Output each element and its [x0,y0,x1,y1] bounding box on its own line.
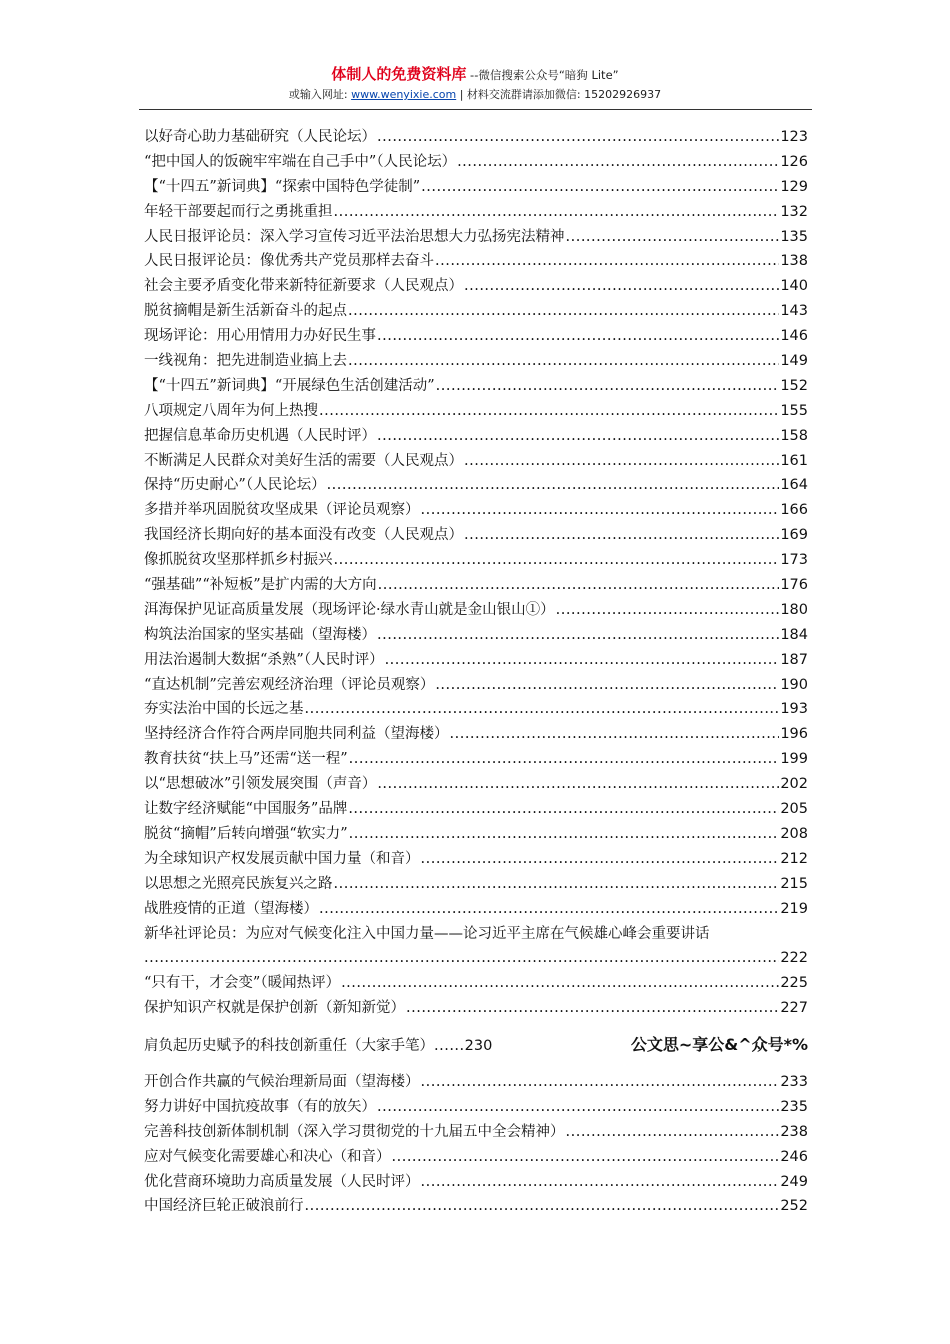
toc-entry[interactable] [144,374,808,399]
toc-entry-page: 222 [780,950,808,967]
toc-dot-leader [421,1170,780,1195]
toc-entry-page: 152 [780,377,808,394]
toc-entry-page: 166 [780,502,808,519]
toc-entry[interactable] [144,473,808,498]
toc-entry-title: 优化营商环境助力高质量发展（人民时评） [144,1173,420,1190]
toc-entry-page: 138 [780,253,808,270]
toc-dot-leader [377,1095,779,1120]
toc-dot-leader [378,573,780,598]
toc-entry-page: 180 [780,601,808,618]
toc-entry-title: 年轻干部要起而行之勇挑重担 [144,203,333,220]
toc-entry-page: 225 [780,975,808,992]
toc-entry-page: 212 [780,850,808,867]
toc-entry-title: 以思想之光照亮民族复兴之路 [144,875,333,892]
toc-entry[interactable] [144,1170,808,1195]
watermark-stamp: 公文思~享公&^众号*% [630,1035,808,1055]
toc-dot-leader [349,747,780,772]
toc-dot-leader [377,424,779,449]
toc-entry[interactable] [144,399,808,424]
toc-entry-title: 中国经济巨轮正破浪前行 [144,1198,304,1215]
toc-dot-leader [377,324,779,349]
toc-entry-page: 135 [780,228,808,245]
toc-entry-title: 新华社评论员：为应对气候变化注入中国力量——论习近平主席在气候雄心峰会重要讲话 [144,925,710,942]
toc-dot-leader [436,374,780,399]
toc-entry-title: 应对气候变化需要雄心和决心（和音） [144,1148,391,1165]
toc-entry-title: 现场评论：用心用情用力办好民生事 [144,328,376,345]
toc-entry-title: 我国经济长期向好的基本面没有改变（人民观点） [144,527,463,544]
toc-dot-leader [464,274,779,299]
toc-entry-title: 为全球知识产权发展贡献中国力量（和音） [144,850,420,867]
toc-dot-leader [305,1194,780,1219]
toc-entry[interactable] [144,1095,808,1120]
toc-entry-title: 夯实法治中国的长远之基 [144,701,304,718]
toc-entry-title: 坚持经济合作符合两岸同胞共同利益（望海楼） [144,726,449,743]
toc-entry-title: 人民日报评论员：深入学习宣传习近平法治思想大力弘扬宪法精神 [144,228,565,245]
toc-entry[interactable] [144,797,808,822]
toc-entry[interactable] [144,996,808,1021]
toc-entry[interactable] [144,1145,808,1170]
toc-entry[interactable] [144,249,808,274]
toc-entry-page: 230 [464,1038,493,1055]
toc-entry-title: 脱贫摘帽是新生活新奋斗的起点 [144,303,347,320]
toc-entry-page: 155 [780,402,808,419]
toc-entry-page: 235 [780,1098,808,1115]
toc-entry-title: 以好奇心助力基础研究（人民论坛） [144,129,376,145]
toc-entry[interactable] [144,897,808,922]
toc-entry-title: 开创合作共赢的气候治理新局面（望海楼） [144,1073,420,1090]
toc-entry-title: 让数字经济赋能“中国服务”品牌 [144,801,348,818]
toc-entry-title: “强基础”“补短板”是扩内需的大方向 [144,577,377,594]
header-line-1 [0,66,950,83]
toc-entry-page: 173 [780,552,808,569]
toc-entry-title: “直达机制”完善宏观经济治理（评论员观察） [144,676,435,693]
toc-dot-leader [144,946,779,971]
toc-entry-wrapped[interactable] [144,922,808,972]
toc-entry[interactable] [144,449,808,474]
toc-entry-page: 219 [780,900,808,917]
toc-entry-title: 构筑法治国家的坚实基础（望海楼） [144,626,376,643]
toc-section-middle [144,971,808,1021]
toc-entry-title: 用法治遏制大数据“杀熟”（人民时评） [144,651,384,668]
toc-entry-page: 176 [780,577,808,594]
toc-dot-leader [457,150,779,175]
toc-entry[interactable] [144,299,808,324]
toc-entry-title: “只有干，才会变”（暖闻热评） [144,975,341,992]
toc-entry-title: 人民日报评论员：像优秀共产党员那样去奋斗 [144,253,434,270]
toc-dot-leader [348,349,779,374]
toc-entry-page: 129 [780,178,808,195]
toc-entry[interactable] [144,324,808,349]
toc-dot-leader [450,722,780,747]
toc-entry-page: 233 [780,1073,808,1090]
toc-entry-page: 193 [780,701,808,718]
toc-entry[interactable] [144,648,808,673]
toc-dot-leader [421,175,779,200]
toc-dot-leader [334,200,780,225]
toc-dot-leader [327,473,780,498]
toc-dot-leader [421,498,780,523]
toc-dot-leader [348,797,779,822]
toc-entry[interactable] [144,1120,808,1145]
toc-entry[interactable] [144,847,808,872]
toc-entry-page: 187 [780,651,808,668]
toc-entry[interactable] [144,697,808,722]
toc-entry[interactable] [144,722,808,747]
toc-dot-leader [435,249,779,274]
toc-dot-leader [341,971,779,996]
toc-entry-page: 246 [780,1148,808,1165]
toc-dot-leader [377,623,779,648]
toc-entry-page: 123 [780,129,808,145]
toc-entry-title: 战胜疫情的正道（望海楼） [144,900,318,917]
toc-dot-leader [566,225,780,250]
toc-dot-leader [334,872,780,897]
toc-entry[interactable] [144,125,808,150]
toc-entry-page: 205 [780,801,808,818]
toc-dot-leader [421,1070,780,1095]
toc-entry-page: 249 [780,1173,808,1190]
toc-entry[interactable] [144,175,808,200]
toc-entry-page: 143 [780,303,808,320]
toc-entry-page: 132 [780,203,808,220]
toc-entry[interactable] [144,772,808,797]
toc-entry-page: 149 [780,353,808,370]
toc-entry-page: 164 [780,477,808,494]
toc-entry-page: 161 [780,452,808,469]
toc-entry-page: 199 [780,751,808,768]
toc-entry-page: 146 [780,328,808,345]
toc-entry[interactable] [144,1070,808,1095]
toc-entry[interactable] [144,523,808,548]
table-of-contents [144,125,808,1219]
toc-dot-leader [435,673,779,698]
toc-entry[interactable] [144,623,808,648]
header-brand: 体制人的免费资料库 [331,65,467,83]
toc-entry-title: 保护知识产权就是保护创新（新知新觉） [144,1000,405,1017]
toc-entry[interactable] [144,200,808,225]
toc-entry[interactable] [144,424,808,449]
header-contact: | 材料交流群请添加微信: 15202926937 [456,88,662,101]
toc-entry-title: 肩负起历史赋予的科技创新重任（大家手笔） [144,1038,434,1055]
toc-dot-leader [377,125,779,150]
toc-dot-leader [566,1120,780,1145]
toc-entry-title: 八项规定八周年为何上热搜 [144,402,318,419]
toc-entry-page: 190 [780,676,808,693]
toc-entry-page: 202 [780,776,808,793]
header-line-2 [0,87,950,103]
toc-entry-title: 努力讲好中国抗疫故事（有的放矢） [144,1098,376,1115]
toc-entry-page: 252 [780,1198,808,1215]
toc-dot-leader: ...... [434,1038,465,1055]
toc-entry-title: 不断满足人民群众对美好生活的需要（人民观点） [144,452,463,469]
toc-entry[interactable] [144,573,808,598]
toc-dot-leader [406,996,779,1021]
toc-entry-special[interactable] [144,1033,808,1058]
toc-entry[interactable] [144,150,808,175]
toc-entry[interactable] [144,225,808,250]
toc-dot-leader [377,772,779,797]
toc-entry[interactable] [144,747,808,772]
toc-dot-leader [464,449,779,474]
toc-dot-leader [392,1145,780,1170]
toc-entry-title: “把中国人的饭碗牢牢端在自己手中”（人民论坛） [144,153,457,170]
toc-entry-title: 脱贫“摘帽”后转向增强“软实力” [144,825,348,842]
toc-entry[interactable] [144,548,808,573]
toc-entry[interactable] [144,872,808,897]
toc-entry-title: 【“十四五”新词典】“探索中国特色学徒制” [144,178,421,195]
toc-entry-title: 像抓脱贫攻坚那样抓乡村振兴 [144,552,333,569]
toc-entry-title: 多措并举巩固脱贫攻坚成果（评论员观察） [144,502,420,519]
toc-entry[interactable] [144,274,808,299]
toc-entry-page: 158 [780,427,808,444]
header-url-link[interactable]: www.wenyixie.com [351,88,457,101]
page-header [0,66,950,103]
toc-entry-title: 社会主要矛盾变化带来新特征新要求（人民观点） [144,278,463,295]
toc-entry-page: 126 [780,153,808,170]
toc-dot-leader [464,523,779,548]
toc-entry-page: 215 [780,875,808,892]
toc-entry-page: 184 [780,626,808,643]
toc-dot-leader [334,548,780,573]
toc-dot-leader [319,897,779,922]
toc-dot-leader [319,399,779,424]
toc-entry[interactable] [144,498,808,523]
toc-entry[interactable] [144,598,808,623]
toc-dot-leader [556,598,780,623]
toc-entry[interactable] [144,971,808,996]
toc-section-after [144,1070,808,1219]
toc-entry[interactable] [144,673,808,698]
header-divider [139,109,812,110]
toc-entry-title: 洱海保护见证高质量发展（现场评论·绿水青山就是金山银山①） [144,601,555,618]
toc-entry-leader-line [144,946,808,971]
toc-dot-leader [349,822,780,847]
toc-entry[interactable] [144,1194,808,1219]
toc-entry-title: 把握信息革命历史机遇（人民时评） [144,427,376,444]
toc-entry-page: 227 [780,1000,808,1017]
toc-dot-leader [421,847,780,872]
toc-dot-leader [305,697,780,722]
toc-entry-title: 完善科技创新体制机制（深入学习贯彻党的十九届五中全会精神） [144,1123,565,1140]
toc-entry-page: 208 [780,825,808,842]
header-url-prefix: 或输入网址: [288,88,352,101]
toc-entry[interactable] [144,349,808,374]
toc-dot-leader [348,299,779,324]
toc-entry-page: 169 [780,527,808,544]
header-subtitle: --微信搜索公众号“暗狗 Lite” [466,68,619,82]
toc-section-before [144,125,808,922]
toc-entry-title: 一线视角：把先进制造业搞上去 [144,353,347,370]
toc-entry-title: 以“思想破冰”引领发展突围（声音） [144,776,377,793]
toc-entry-page: 238 [780,1123,808,1140]
toc-entry[interactable] [144,822,808,847]
toc-entry-title: 【“十四五”新词典】“开展绿色生活创建活动” [144,377,435,394]
toc-entry-page: 140 [780,278,808,295]
toc-entry-title: 保持“历史耐心”（人民论坛） [144,477,326,494]
toc-dot-leader [385,648,780,673]
toc-entry-page: 196 [780,726,808,743]
toc-entry-title: 教育扶贫“扶上马”还需“送一程” [144,751,348,768]
